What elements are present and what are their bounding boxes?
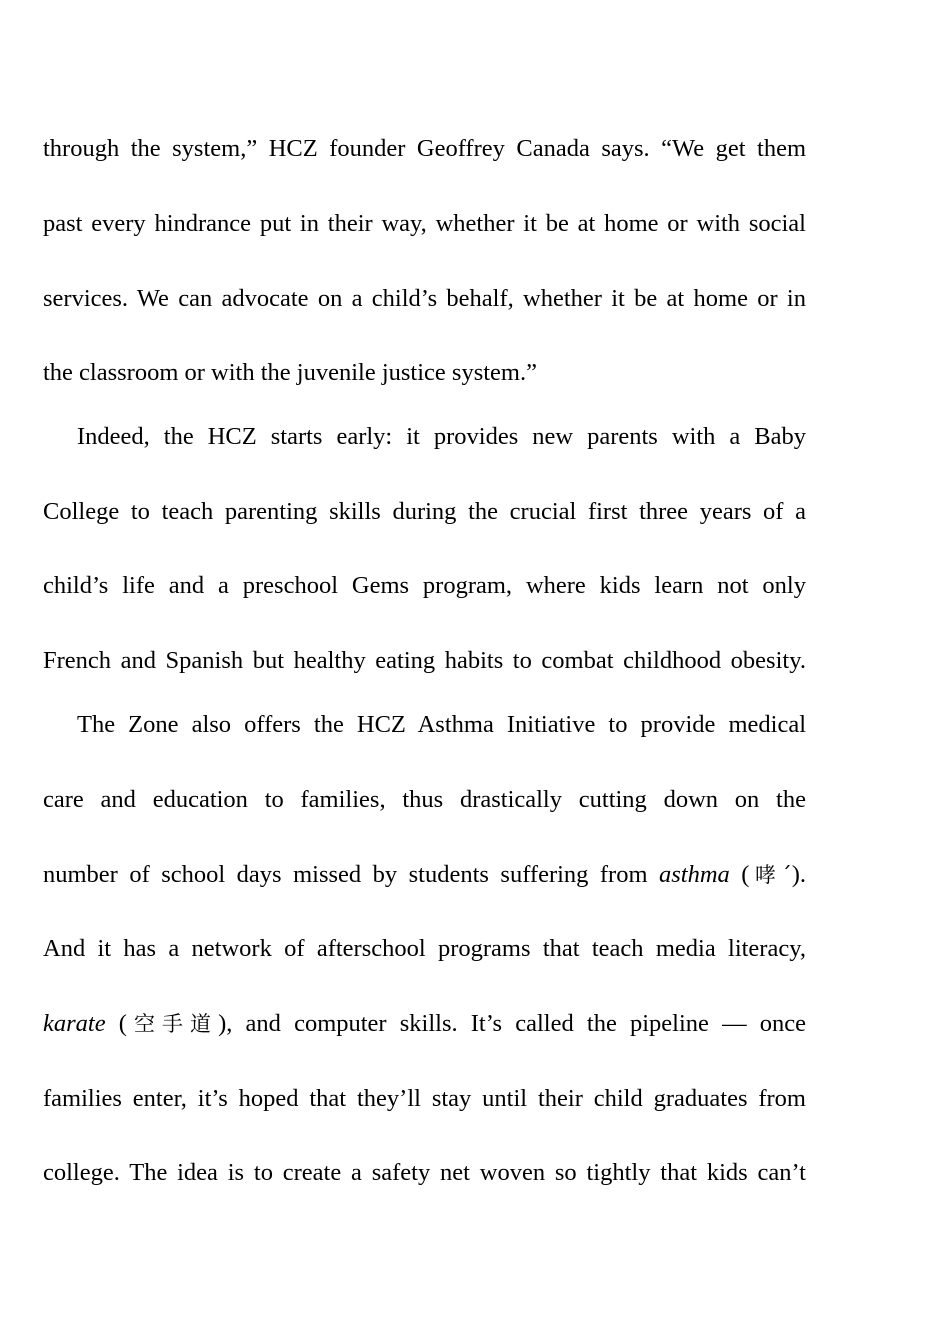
body-text-line: families enter, it’s hoped that they’ll stay until their child graduates from [43, 1085, 806, 1112]
body-text-line: care and education to families, thus drastically cutting down on the [43, 786, 806, 813]
body-text-line-with-term [43, 1009, 806, 1039]
body-text-line: college. The idea is to create a safety net woven so tightly that kids can’t [43, 1159, 806, 1186]
paren-close: ). [791, 861, 806, 888]
paragraph-end-line: French and Spanish but healthy eating habits to combat childhood obesity. [43, 647, 806, 674]
paragraph-first-line: Indeed, the HCZ starts early: it provides new parents with a Baby [77, 423, 806, 450]
body-text-line: College to teach parenting skills during the crucial first three years of a [43, 498, 806, 525]
chinese-gloss: 哮´ [749, 863, 792, 887]
paragraph-end-line: the classroom or with the juvenile justice system.” [43, 359, 537, 386]
paragraph-first-line: The Zone also offers the HCZ Asthma Initiative to provide medical [77, 711, 806, 738]
body-text-line: services. We can advocate on a child’s behalf, whether it be at home or in [43, 285, 806, 312]
italic-term: karate [43, 1010, 106, 1037]
paren-open: ( [105, 1010, 127, 1037]
paren-open: ( [729, 861, 750, 888]
line-text: ), and computer skills. It’s called the pipeline — once [218, 1010, 806, 1037]
body-text-line: And it has a network of afterschool programs that teach media literacy, [43, 935, 806, 962]
body-text-line: through the system,” HCZ founder Geoffrey Canada says. “We get them [43, 135, 806, 162]
body-text-line-with-term [43, 860, 806, 890]
japanese-gloss: 空手道 [126, 1012, 219, 1036]
line-text: number of school days missed by students suffering from [43, 861, 660, 888]
body-text-line: past every hindrance put in their way, whether it be at home or with social [43, 210, 806, 237]
italic-term: asthma [659, 861, 730, 888]
body-text-line: child’s life and a preschool Gems program, where kids learn not only [43, 572, 806, 599]
